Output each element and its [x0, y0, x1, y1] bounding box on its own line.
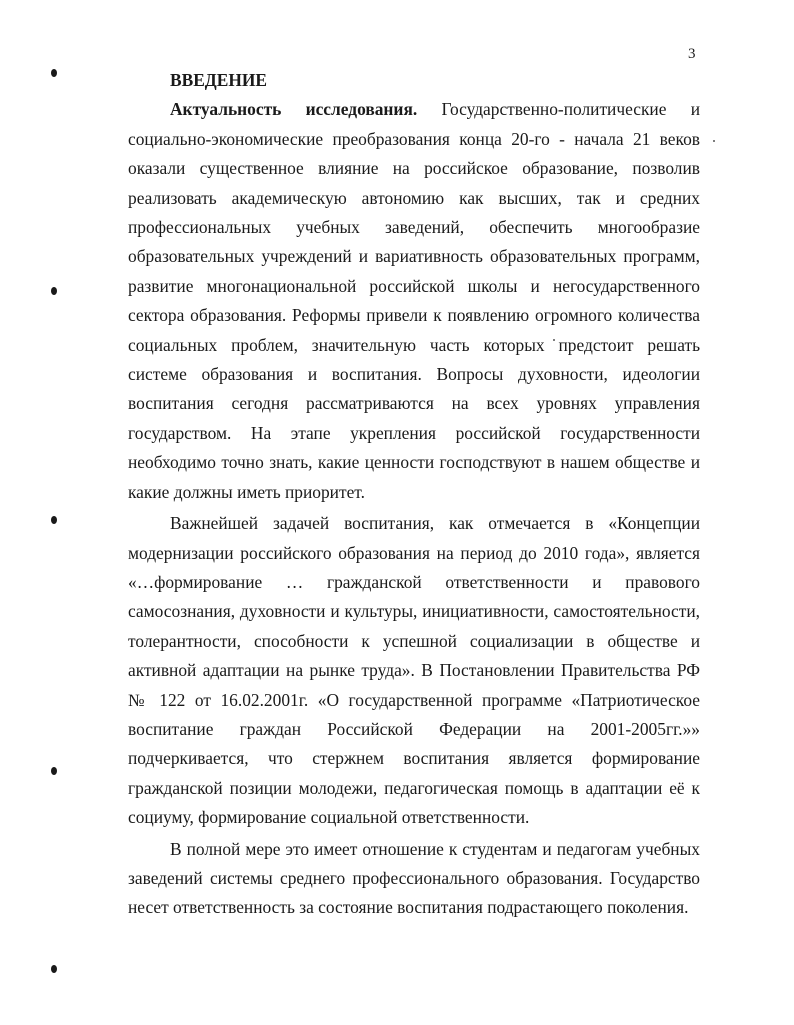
binding-hole-mark: [51, 69, 57, 77]
section-heading: ВВЕДЕНИЕ: [170, 70, 268, 90]
paragraph-relevance: [128, 95, 700, 507]
binding-hole-mark: [51, 965, 57, 973]
paragraph-vocational-education: [128, 835, 700, 923]
paragraph-upbringing-task: [128, 509, 700, 832]
binding-hole-mark: [51, 516, 57, 524]
paragraph-text: В полной мере это имеет отношение к студентам и педагогам учебных заведений системы среднего профессионального образования. Государство несет ответственность за состояние воспитания подрастающего поколения.: [128, 838, 700, 918]
document-body: [128, 66, 700, 923]
binding-hole-mark: [51, 767, 57, 775]
paragraph-lead-in: Актуальность исследования.: [170, 99, 418, 120]
page-number: 3: [688, 46, 696, 62]
scan-speck: [713, 140, 715, 142]
paragraph-text: Государственно-политические и социально-экономические преобразования конца 20-го - начала 21 веков оказали существенное влияние на российское образование, позволив реализовать академическую автономию как высших, так и средних профессиональных учебных заведений, обеспечить многообразие образовательных учреждений и вариативность образовательных программ, развитие многонациональной российской школы и негосударственного сектора образования. Реформы привели к появлению огромного количества социальных проблем, значительную часть которых предстоит решать системе образования и воспитания. Вопросы духовности, идеологии воспитания сегодня рассматриваются на всех уровнях управления государством. На этапе укрепления российской государственности необходимо точно знать, какие ценности господствуют в нашем обществе и какие должны иметь приоритет.: [128, 99, 700, 502]
binding-hole-mark: [51, 287, 57, 295]
paragraph-text: Важнейшей задачей воспитания, как отмечается в «Концепции модернизации российского образования на период до 2010 года», является «…формирование … гражданской ответственности и правового самосознания, духовности и культуры, инициативности, самостоятельности, толерантности, способности к успешной социализации в обществе и активной адаптации на рынке труда». В Постановлении Правительства РФ № 122 от 16.02.2001г. «О государственной программе «Патриотическое воспитание граждан Российской Федерации на 2001-2005гг.»» подчеркивается, что стержнем воспитания является формирование гражданской позиции молодежи, педагогическая помощь в адаптации её к социуму, формирование социальной ответственности.: [128, 513, 700, 828]
